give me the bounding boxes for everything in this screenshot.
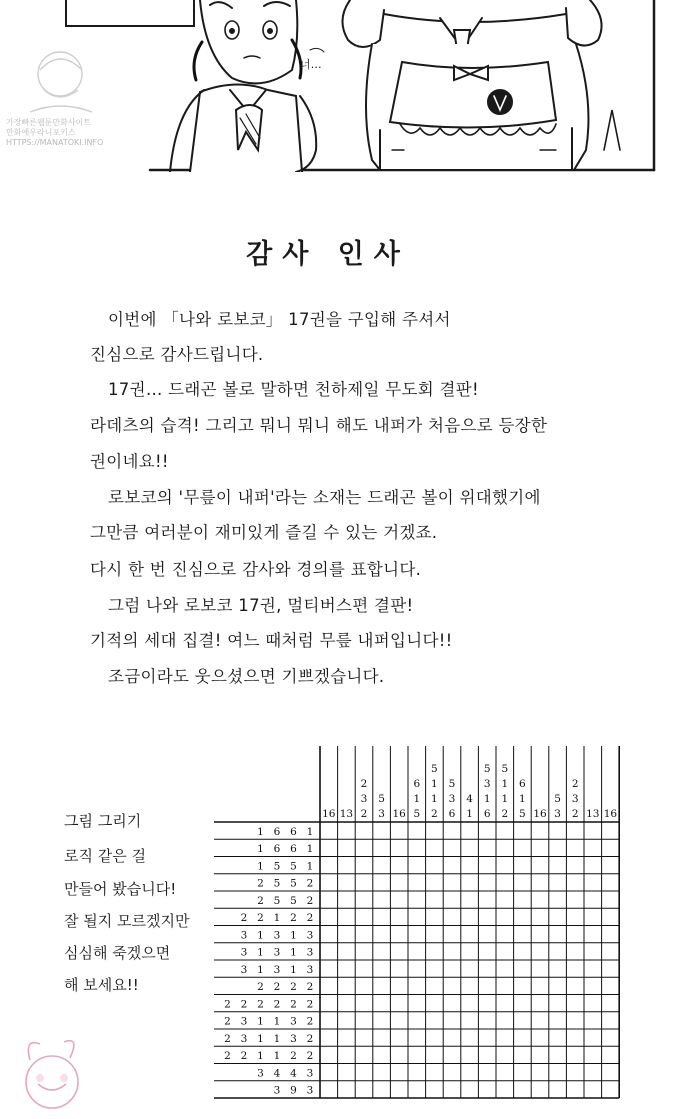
row-clue: 6 (290, 825, 297, 838)
row-clue: 2 (290, 912, 297, 924)
row-clue: 2 (306, 998, 314, 1011)
row-clue: 3 (306, 963, 314, 976)
row-clue: 2 (224, 998, 231, 1011)
puzzle-intro-line: 심심해 죽겠으면 (64, 944, 171, 962)
row-clue: 2 (306, 894, 314, 907)
row-clue: 1 (257, 946, 264, 959)
column-clue: 6 (413, 778, 421, 790)
column-clue: 2 (571, 808, 579, 820)
row-clue: 3 (240, 946, 248, 959)
row-clue: 2 (240, 912, 248, 924)
column-clue: 16 (392, 808, 406, 820)
column-clue: 2 (360, 808, 368, 820)
row-clue: 9 (290, 1084, 297, 1097)
row-clue: 5 (273, 894, 281, 907)
row-clue: 2 (306, 1050, 314, 1062)
column-clue: 1 (431, 793, 438, 805)
row-clue: 1 (257, 1032, 264, 1045)
row-clue: 3 (257, 1067, 264, 1080)
row-clue: 2 (290, 1050, 297, 1062)
row-clue: 1 (306, 860, 314, 873)
row-clue: 5 (273, 860, 281, 873)
letter-line: 그만큼 여러분이 재미있게 즐길 수 있는 거겠죠. (90, 523, 438, 542)
puzzle-intro-line: 로직 같은 걸 (64, 847, 146, 865)
row-clue: 3 (273, 929, 281, 942)
row-clue: 1 (273, 1032, 281, 1045)
column-clue: 1 (519, 793, 526, 805)
row-clue: 1 (273, 912, 281, 924)
column-clue: 6 (448, 808, 456, 820)
column-clue: 5 (448, 778, 456, 790)
speech-text: 너… (300, 58, 322, 71)
row-clue: 3 (290, 1032, 297, 1045)
column-clue: 13 (339, 808, 354, 820)
column-clue: 1 (501, 778, 509, 790)
letter-line: 로보코의 '무릎이 내퍼'라는 소재는 드래곤 볼이 위대했기에 (108, 488, 541, 507)
row-clue: 1 (290, 929, 297, 942)
row-clue: 6 (290, 843, 297, 855)
row-clue: 3 (290, 1015, 297, 1028)
row-clue: 3 (306, 1067, 314, 1080)
row-clue: 2 (273, 981, 281, 993)
column-clue: 16 (533, 808, 547, 820)
row-clue: 3 (306, 946, 314, 959)
column-clue: 16 (603, 808, 618, 820)
puzzle-intro-line: 잘 될지 모르겠지만 (64, 912, 190, 930)
puzzle-intro-line: 그림 그리기 (64, 812, 142, 830)
column-clue: 5 (501, 763, 509, 775)
row-clue: 1 (306, 825, 314, 838)
column-clue: 5 (431, 763, 438, 775)
row-clue: 3 (240, 929, 248, 942)
row-clue: 3 (240, 1015, 248, 1028)
row-clue: 4 (273, 1067, 281, 1080)
row-clue: 2 (306, 1032, 314, 1045)
row-clue: 2 (290, 998, 297, 1011)
row-clue: 3 (306, 1084, 314, 1097)
row-clue: 3 (306, 929, 314, 942)
row-clue: 2 (240, 998, 248, 1011)
row-clue: 2 (257, 998, 264, 1011)
letter-line: 조금이라도 웃으셨으면 기쁘겠습니다. (108, 667, 385, 686)
column-clue: 5 (483, 763, 491, 775)
row-clue: 3 (240, 963, 248, 976)
row-clue: 2 (224, 1050, 231, 1062)
row-clue: 1 (257, 825, 264, 838)
row-clue: 1 (306, 843, 314, 855)
column-clue: 3 (483, 778, 491, 790)
row-clue: 2 (290, 981, 297, 993)
row-clue: 6 (273, 843, 281, 855)
letter-line: 권이네요!! (90, 452, 169, 471)
column-clue: 5 (554, 793, 561, 805)
row-clue: 2 (306, 981, 314, 993)
row-clue: 1 (273, 1015, 281, 1028)
row-clue: 2 (257, 981, 264, 993)
letter-line: 진심으로 감사드립니다. (90, 345, 264, 364)
row-clue: 1 (257, 963, 264, 976)
column-clue: 13 (586, 808, 600, 820)
row-clue: 2 (240, 1050, 248, 1062)
puzzle-intro-line: 해 보세요!! (64, 976, 139, 994)
letter-line: 그럼 나와 로보코 17권, 멀티버스편 결판! (108, 596, 414, 615)
column-clue: 5 (378, 793, 385, 805)
letter-line: 17권… 드래곤 볼로 말하면 천하제일 무도회 결판! (108, 380, 479, 399)
mascot-watermark (0, 1030, 110, 1119)
row-clue: 5 (290, 894, 297, 907)
letter-line: 다시 한 번 진심으로 감사와 경의를 표합니다. (90, 560, 422, 579)
row-clue: 1 (257, 843, 264, 855)
row-clue: 2 (273, 998, 281, 1011)
column-clue: 3 (378, 808, 385, 820)
row-clue: 5 (290, 877, 297, 890)
letter-line: 기적의 세대 집결! 여느 때처럼 무릎 내퍼입니다!! (90, 631, 453, 650)
row-clue: 4 (290, 1067, 297, 1080)
column-clue: 6 (483, 808, 491, 820)
column-clue: 16 (322, 808, 336, 820)
row-clue: 2 (257, 894, 264, 907)
column-clue: 3 (448, 793, 456, 805)
row-clue: 2 (306, 877, 314, 890)
column-clue: 3 (571, 793, 579, 805)
row-clue: 2 (306, 912, 314, 924)
row-clue: 2 (306, 1015, 314, 1028)
row-clue: 2 (257, 912, 264, 924)
column-clue: 2 (431, 808, 438, 820)
letter-line: 이번에 「나와 로보코」 17권을 구입해 주셔서 (108, 310, 451, 329)
column-clue: 2 (360, 778, 368, 790)
row-clue: 3 (240, 1032, 248, 1045)
row-clue: 1 (257, 1050, 264, 1062)
row-clue: 1 (290, 963, 297, 976)
row-clue: 1 (257, 929, 264, 942)
column-clue: 3 (554, 808, 561, 820)
row-clue: 1 (257, 1015, 264, 1028)
row-clue: 1 (290, 946, 297, 959)
column-clue: 1 (431, 778, 438, 790)
column-clue: 3 (360, 793, 368, 805)
site-watermark: 가장빠른웹툰만화사이트 만화에우라니포키스 HTTPS://MANATOKI.INFO (6, 118, 104, 147)
row-clue: 2 (224, 1015, 231, 1028)
row-clue: 3 (273, 946, 281, 959)
column-clue: 5 (413, 808, 421, 820)
column-clue: 6 (519, 778, 526, 790)
letter-line: 라데츠의 습격! 그리고 뭐니 뭐니 해도 내퍼가 처음으로 등장한 (90, 416, 548, 435)
row-clue: 3 (273, 963, 281, 976)
column-clue: 2 (501, 808, 509, 820)
column-clue: 1 (413, 793, 421, 805)
column-clue: 1 (501, 793, 509, 805)
puzzle-intro-line: 만들어 봤습니다! (64, 880, 177, 898)
row-clue: 5 (290, 860, 297, 873)
column-clue: 5 (519, 808, 526, 820)
row-clue: 2 (257, 877, 264, 890)
column-clue: 1 (483, 793, 491, 805)
row-clue: 2 (224, 1032, 231, 1045)
row-clue: 1 (273, 1050, 281, 1062)
row-clue: 5 (273, 877, 281, 890)
row-clue: 3 (273, 1084, 281, 1097)
column-clue: 1 (466, 808, 473, 820)
row-clue: 1 (257, 860, 264, 873)
column-clue: 2 (571, 778, 579, 790)
row-clue: 6 (273, 825, 281, 838)
column-clue: 4 (466, 793, 473, 805)
letter-title: 감사 인사 (246, 239, 410, 270)
